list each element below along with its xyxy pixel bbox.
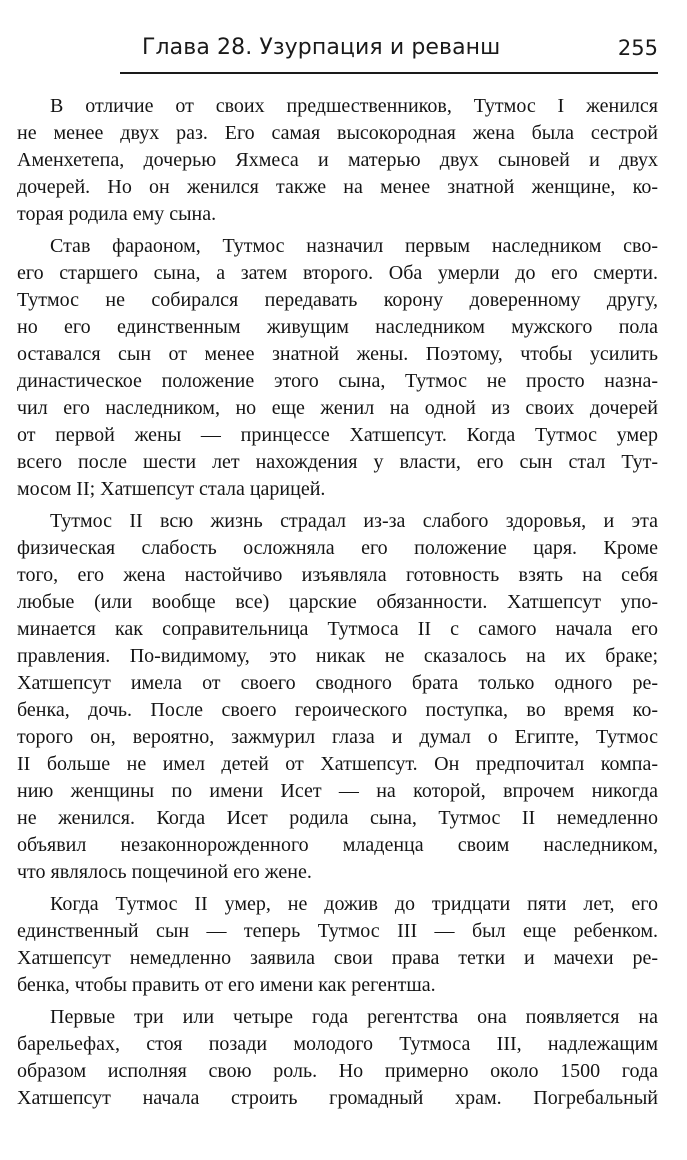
text-line: Став фараоном, Тутмос назначил первым наследником сво- (50, 235, 658, 257)
text-line: бенка, чтобы править от его имени как регентша. (17, 974, 436, 996)
text-line: торого он, вероятно, зажмурил глаза и думал о Египте, Тутмос (17, 726, 658, 748)
text-line: нию женщины по имени Исет — на которой, впрочем никогда (17, 780, 658, 802)
text-line: от первой жены — принцессе Хатшепсут. Когда Тутмос умер (17, 424, 658, 446)
text-line: барельефах, стоя позади молодого Тутмоса III, надлежащим (17, 1033, 658, 1055)
text-line: Аменхетепа, дочерью Яхмеса и матерью двух сыновей и двух (17, 149, 658, 171)
text-line: Хатшепсут немедленно заявила свои права тетки и мачехи ре- (17, 947, 658, 969)
text-line: любые (или вообще все) царские обязанности. Хатшепсут упо- (17, 591, 658, 613)
text-line: но его единственным живущим наследником мужского пола (17, 316, 658, 338)
page-number: 255 (617, 36, 658, 60)
text-line: единственный сын — теперь Тутмос III — был еще ребенком. (17, 920, 658, 942)
text-line: правления. По-видимому, это никак не сказалось на их браке; (17, 645, 658, 667)
paragraph (17, 891, 658, 999)
paragraph (17, 1004, 658, 1112)
text-line: объявил незаконнорожденного младенца своим наследником, (17, 834, 658, 856)
text-line: его старшего сына, а затем второго. Оба умерли до его смерти. (17, 262, 658, 284)
header-rule (120, 72, 658, 74)
paragraph (17, 508, 658, 886)
text-line: Когда Тутмос II умер, не дожив до тридцати пяти лет, его (50, 893, 658, 915)
text-line: династическое положение этого сына, Тутмос не просто назна- (17, 370, 658, 392)
text-line: бенка, дочь. После своего героического поступка, во время ко- (17, 699, 658, 721)
text-line: В отличие от своих предшественников, Тутмос I женился (50, 95, 658, 117)
text-line: мосом II; Хатшепсут стала царицей. (17, 478, 326, 500)
text-line: минается как соправительница Тутмоса II с самого начала его (17, 618, 658, 640)
body-text (17, 93, 658, 1117)
text-line: всего после шести лет нахождения у власти, его сын стал Тут- (17, 451, 658, 473)
text-line: Тутмос II всю жизнь страдал из-за слабого здоровья, и эта (50, 510, 658, 532)
running-header (120, 30, 658, 70)
text-line: того, его жена настойчиво изъявляла готовность взять на себя (17, 564, 658, 586)
text-line: торая родила ему сына. (17, 203, 217, 225)
chapter-title: Глава 28. Узурпация и реванш (142, 35, 501, 60)
text-line: не менее двух раз. Его самая высокородная жена была сестрой (17, 122, 658, 144)
text-line: чил его наследником, но еще женил на одной из своих дочерей (17, 397, 658, 419)
text-line: дочерей. Но он женился также на менее знатной женщине, ко- (17, 176, 658, 198)
text-line: оставался сын от менее знатной жены. Поэтому, чтобы усилить (17, 343, 658, 365)
text-line: Тутмос не собирался передавать корону доверенному другу, (17, 289, 658, 311)
paragraph (17, 93, 658, 228)
text-line: физическая слабость осложняла его положение царя. Кроме (17, 537, 658, 559)
text-line: II больше не имел детей от Хатшепсут. Он предпочитал компа- (17, 753, 658, 775)
text-line: Первые три или четыре года регентства она появляется на (50, 1006, 658, 1028)
text-line: Хатшепсут начала строить громадный храм. Погребальный (17, 1087, 658, 1109)
text-line: что являлось пощечиной его жене. (17, 861, 312, 883)
text-line: образом исполняя свою роль. Но примерно около 1500 года (17, 1060, 658, 1082)
text-line: не женился. Когда Исет родила сына, Тутмос II немедленно (17, 807, 658, 829)
text-line: Хатшепсут имела от своего сводного брата только одного ре- (17, 672, 658, 694)
paragraph (17, 233, 658, 503)
